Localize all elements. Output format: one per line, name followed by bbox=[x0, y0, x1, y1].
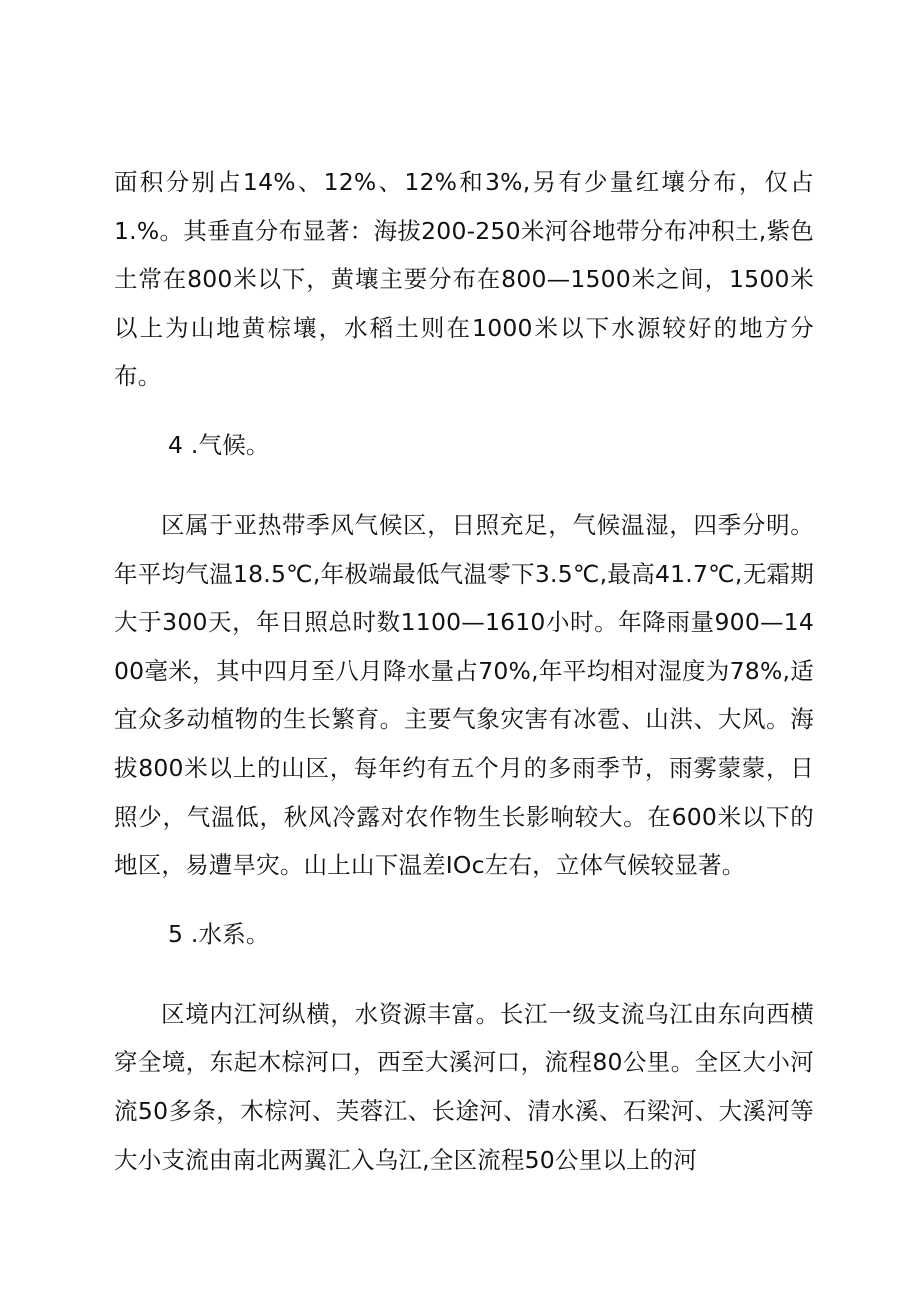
section-heading-climate: 4 .气候。 bbox=[168, 430, 270, 459]
document-body bbox=[114, 158, 814, 1184]
paragraph-water-system: 区境内江河纵横，水资源丰富。长江一级支流乌江由东向西横穿全境，东起木棕河口，西至大溪河口，流程80公里。全区大小河流50多条，木棕河、芙蓉江、长途河、清水溪、石梁河、大溪河等大小支流由南北两翼汇入乌江,全区流程50公里以上的河 bbox=[114, 999, 814, 1174]
section-heading-water-system: 5 .水系。 bbox=[168, 919, 270, 948]
paragraph-climate: 区属于亚热带季风气候区，日照充足，气候温湿，四季分明。年平均气温18.5℃,年极端最低气温零下3.5℃,最高41.7℃,无霜期大于300天，年日照总时数1100—1610小时。年降雨量900—1400毫米，其中四月至八月降水量占70%,年平均相对湿度为78%,适宜众多动植物的生长繁育。主要气象灾害有冰雹、山洪、大风。海拔800米以上的山区，每年约有五个月的多雨季节，雨雾蒙蒙，日照少，气温低，秋风冷露对农作物生长影响较大。在600米以下的地区，易遭旱灾。山上山下温差IOc左右，立体气候较显著。 bbox=[114, 510, 814, 880]
paragraph-soil: 面积分别占14%、12%、12%和3%,另有少量红壤分布，仅占1.%。其垂直分布显著：海拔200-250米河谷地带分布冲积土,紫色土常在800米以下，黄壤主要分布在800—1500米之间，1500米以上为山地黄棕壤，水稻土则在1000米以下水源较好的地方分布。 bbox=[114, 168, 814, 391]
